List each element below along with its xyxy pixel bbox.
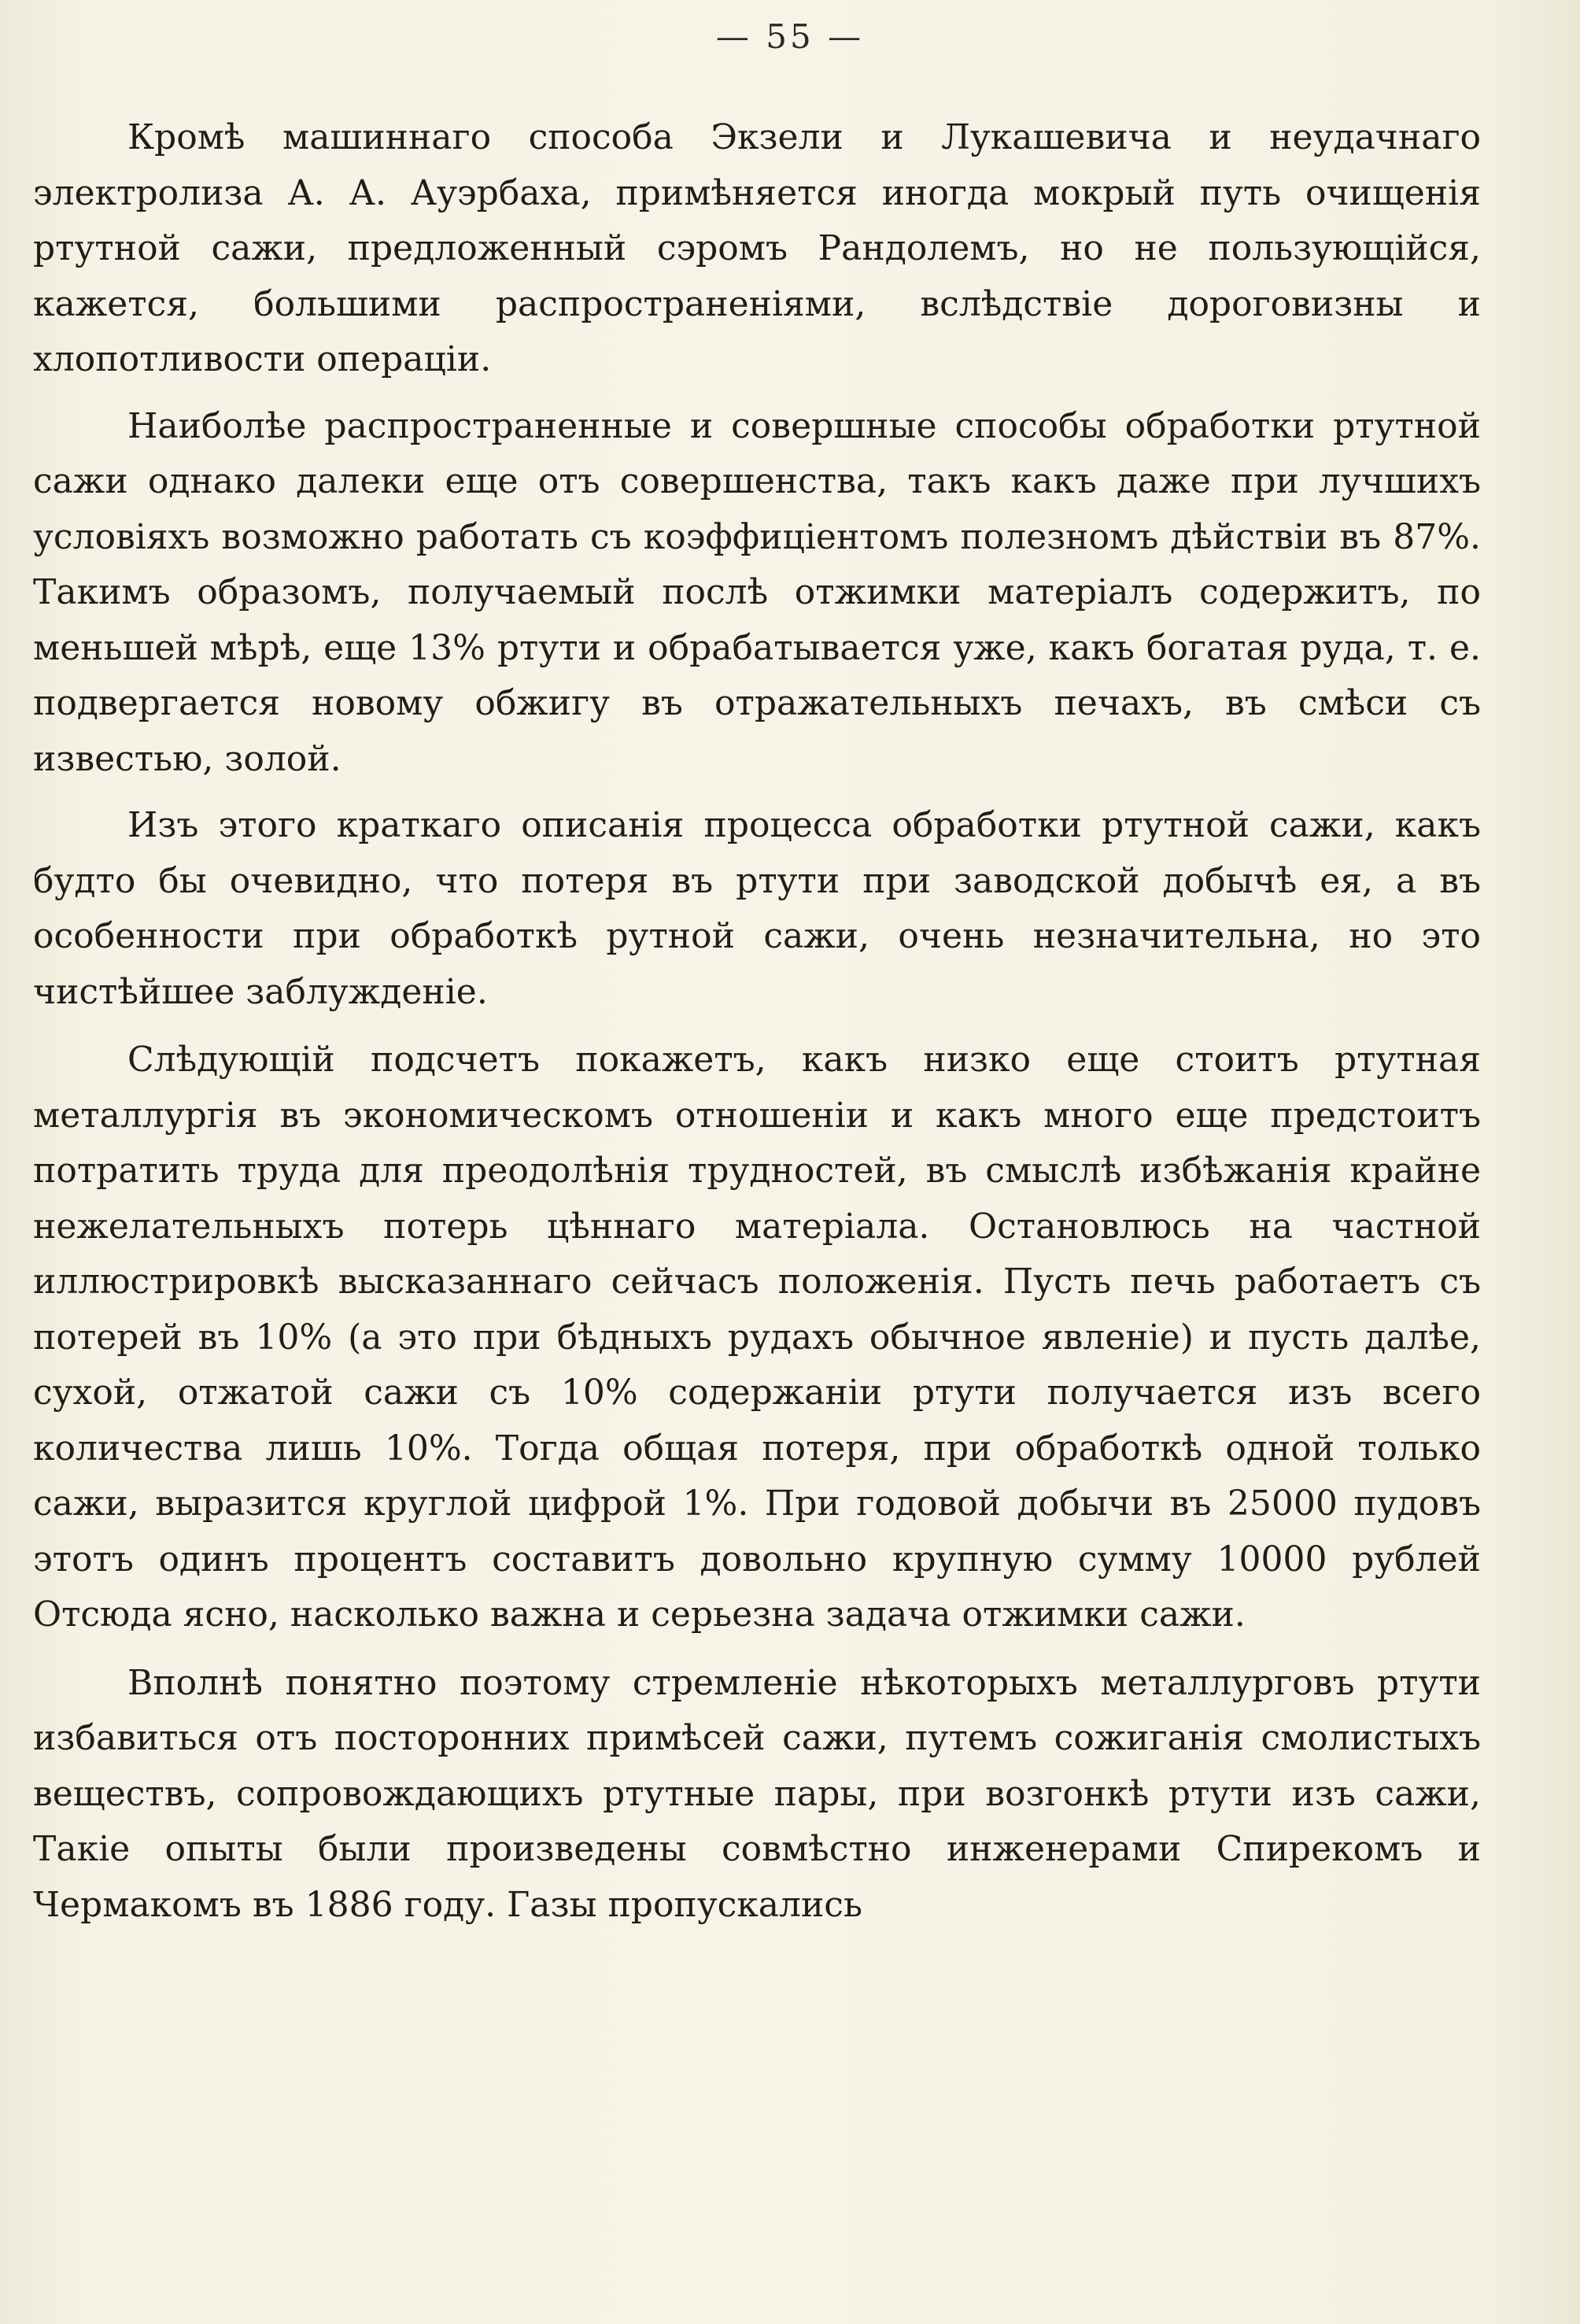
paragraph-1: Кромѣ машиннаго способа Экзели и Лукашевича и неудачнаго электролиза А. А. Ауэрбаха, примѣняется иногда мокрый путь очищенія ртутной сажи, предложенный сэромъ Рандолемъ, но не пользующійся, кажется, большими распространеніями, вслѣдствіе дороговизны и хлопотливости операціи. (33, 117, 1481, 379)
paragraph-3: Изъ этого краткаго описанія процесса обработки ртутной сажи, какъ будто бы очевидно, что потеря въ ртути при заводской добычѣ ея, а въ особенности при обработкѣ рутной сажи, очень незначительна, но это чистѣйшее заблужденіе. (33, 805, 1481, 1012)
paragraph-2: Наиболѣе распространенные и совершные способы обработки ртутной сажи однако далеки еще отъ совершенства, такъ какъ даже при лучшихъ условіяхъ возможно работать съ коэффиціентомъ полезномъ дѣйствіи въ 87%. Такимъ образомъ, получаемый послѣ отжимки матеріалъ содержитъ, по меньшей мѣрѣ, еще 13% ртути и обрабатывается уже, какъ богатая руда, т. е. подвергается новому обжигу въ отражательныхъ печахъ, въ смѣси съ известью, золой. (33, 405, 1481, 779)
paragraph-4: Слѣдующій подсчетъ покажетъ, какъ низко еще стоитъ ртутная металлургія въ экономическомъ отношеніи и какъ много еще предстоитъ потратить труда для преодолѣнія трудностей, въ смыслѣ избѣжанія крайне нежелательныхъ потерь цѣннаго матеріала. Остановлюсь на частной иллюстрировкѣ высказаннаго сейчасъ положенія. Пусть печь работаетъ съ потерей въ 10% (а это при бѣдныхъ рудахъ обычное явленіе) и пусть далѣе, сухой, отжатой сажи съ 10% содержаніи ртути получается изъ всего количества лишь 10%. Тогда общая потеря, при обработкѣ одной только сажи, выразится круглой цифрой 1%. При годовой добычи въ 25000 пудовъ этотъ одинъ процентъ составитъ довольно крупную сумму 10000 рублей Отсюда ясно, насколько важна и серьезна задача отжимки сажи. (33, 1040, 1481, 1635)
page-number: — 55 — (715, 17, 865, 56)
paragraph-5: Вполнѣ понятно поэтому стремленіе нѣкоторыхъ металлурговъ ртути избавиться отъ посторонних примѣсей сажи, путемъ сожиганія смолистыхъ веществъ, сопровождающихъ ртутные пары, при возгонкѣ ртути изъ сажи, Такіе опыты были произведены совмѣстно инженерами Спирекомъ и Чермакомъ въ 1886 году. Газы пропускались (33, 1662, 1481, 1925)
body-text (33, 110, 1481, 1944)
